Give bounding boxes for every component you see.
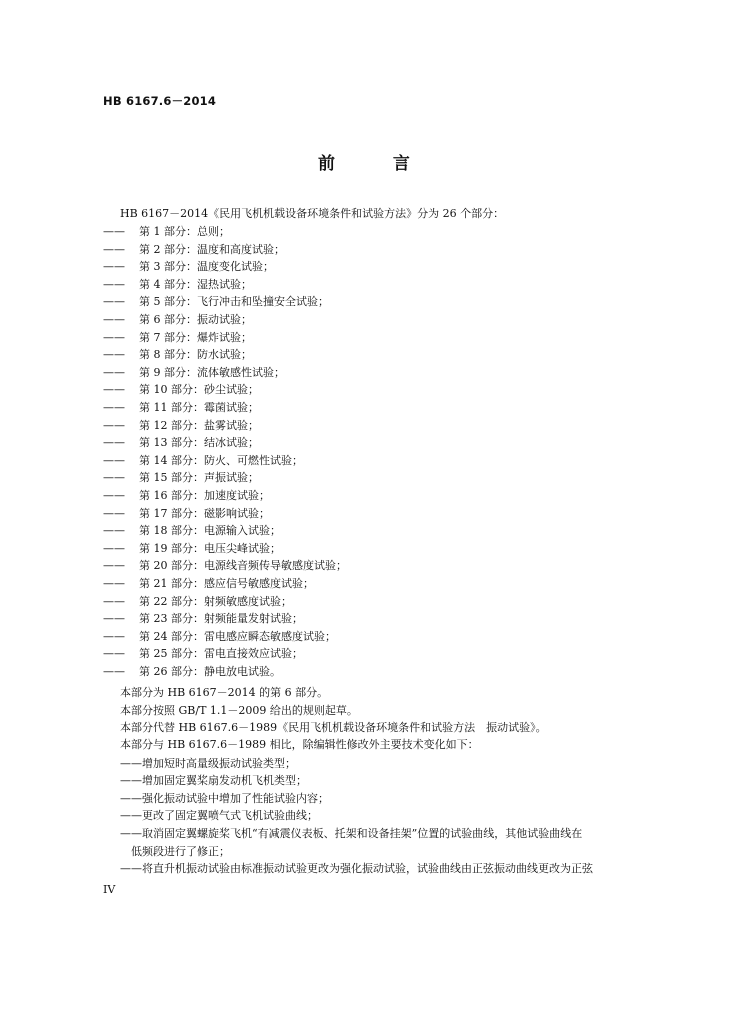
change-item: ——更改了固定翼喷气式飞机试验曲线； [120,809,318,822]
list-dash: —— [103,295,125,309]
part-list-item [103,278,252,292]
change-item: ——将直升机振动试验由标准振动试验更改为强化振动试验，试验曲线由正弦振动曲线更改为正弦 [120,862,593,875]
list-dash: —— [103,330,125,344]
list-dash: —— [103,313,125,326]
part-label: 第 15 部分：声振试验； [139,471,259,485]
list-dash: —— [103,647,125,661]
part-label: 第 12 部分：盐雾试验； [139,418,259,432]
part-list-item [103,419,259,433]
part-list-item [103,243,285,257]
part-list-item [103,647,303,661]
part-label: 第 25 部分：雷电直接效应试验； [139,647,303,661]
part-label: 第 16 部分：加速度试验； [139,489,270,502]
change-item: ——增加固定翼桨扇发动机飞机类型； [120,774,307,787]
document-code: HB 6167.6－2014 [103,94,217,108]
part-label: 第 19 部分：电压尖峰试验； [139,541,281,555]
part-label: 第 5 部分：飞行冲击和坠撞安全试验； [139,295,329,309]
part-label: 第 1 部分：总则； [139,225,230,238]
change-item: ——强化振动试验中增加了性能试验内容； [120,792,329,805]
statement-line: 本部分为 HB 6167－2014 的第 6 部分。 [120,686,329,699]
part-label: 第 14 部分：防火、可燃性试验； [139,453,303,467]
part-label: 第 23 部分：射频能量发射试验； [139,612,303,626]
list-dash: —— [103,506,125,520]
part-label: 第 6 部分：振动试验； [139,313,252,326]
list-dash: —— [103,260,125,274]
change-item: ——取消固定翼螺旋桨飞机“有减震仪表板、托架和设备挂架”位置的试验曲线，其他试验曲线在 [120,827,583,840]
part-list-item [103,612,303,626]
list-dash: —— [103,453,125,467]
part-label: 第 11 部分：霉菌试验； [139,401,259,414]
part-list-item [103,436,259,450]
part-list-item [103,630,336,644]
part-list-item [103,295,329,309]
change-item: ——增加短时高量级振动试验类型； [120,757,296,770]
part-label: 第 10 部分：砂尘试验； [139,383,259,397]
list-dash: —— [103,594,125,608]
part-list-item [103,313,252,327]
part-label: 第 21 部分：感应信号敏感度试验； [139,577,314,590]
page-number: IV [103,883,116,896]
part-label: 第 22 部分：射频敏感度试验； [139,594,292,608]
part-label: 第 18 部分：电源输入试验； [139,524,281,538]
part-label: 第 17 部分：磁影响试验； [139,506,270,520]
list-dash: —— [103,629,125,643]
list-dash: —— [103,559,125,573]
list-dash: —— [103,471,125,485]
list-dash: —— [103,489,125,502]
list-dash: —— [103,436,125,450]
statement-line: 本部分代替 HB 6167.6－1989《民用飞机机载设备环境条件和试验方法 振动试验》。 [120,721,547,734]
page-title: 前 言 [318,154,436,174]
list-dash: —— [103,401,125,414]
part-list-item [103,366,285,380]
part-list-item [103,454,303,468]
list-dash: —— [103,348,125,362]
list-dash: —— [103,242,125,256]
part-label: 第 3 部分：温度变化试验； [139,260,274,274]
part-list-item [103,383,259,397]
list-dash: —— [103,383,125,397]
part-label: 第 8 部分：防水试验； [139,348,252,362]
part-list-item [103,348,252,362]
part-list-item [103,401,259,415]
list-dash: —— [103,665,125,678]
part-list-item [103,595,292,609]
part-label: 第 4 部分：湿热试验； [139,277,252,291]
list-dash: —— [103,277,125,291]
list-dash: —— [103,225,125,238]
list-dash: —— [103,524,125,538]
part-list-item [103,524,281,538]
part-label: 第 20 部分：电源线音频传导敏感度试验； [139,559,347,573]
part-list-item [103,665,281,679]
intro-paragraph: HB 6167－2014《民用飞机机载设备环境条件和试验方法》分为 26 个部分： [120,207,505,220]
part-label: 第 26 部分：静电放电试验。 [139,665,281,678]
part-list-item [103,225,230,239]
list-dash: —— [103,612,125,626]
list-dash: —— [103,541,125,555]
part-list-item [103,542,281,556]
list-dash: —— [103,418,125,432]
part-list-item [103,471,259,485]
part-label: 第 7 部分：爆炸试验； [139,330,252,344]
part-label: 第 2 部分：温度和高度试验； [139,242,285,256]
part-list-item [103,577,314,591]
part-label: 第 24 部分：雷电感应瞬态敏感度试验； [139,629,336,643]
statement-line: 本部分按照 GB/T 1.1－2009 给出的规则起草。 [120,704,358,717]
list-dash: —— [103,365,125,379]
part-list-item [103,559,347,573]
part-list-item [103,331,252,345]
part-list-item [103,489,270,503]
statement-line: 本部分与 HB 6167.6－1989 相比，除编辑性修改外主要技术变化如下： [120,738,479,751]
part-label: 第 9 部分：流体敏感性试验； [139,365,285,379]
part-list-item [103,507,270,521]
change-item-continuation: 低频段进行了修正； [131,845,230,858]
part-list-item [103,260,274,274]
part-label: 第 13 部分：结冰试验； [139,436,259,450]
list-dash: —— [103,577,125,590]
